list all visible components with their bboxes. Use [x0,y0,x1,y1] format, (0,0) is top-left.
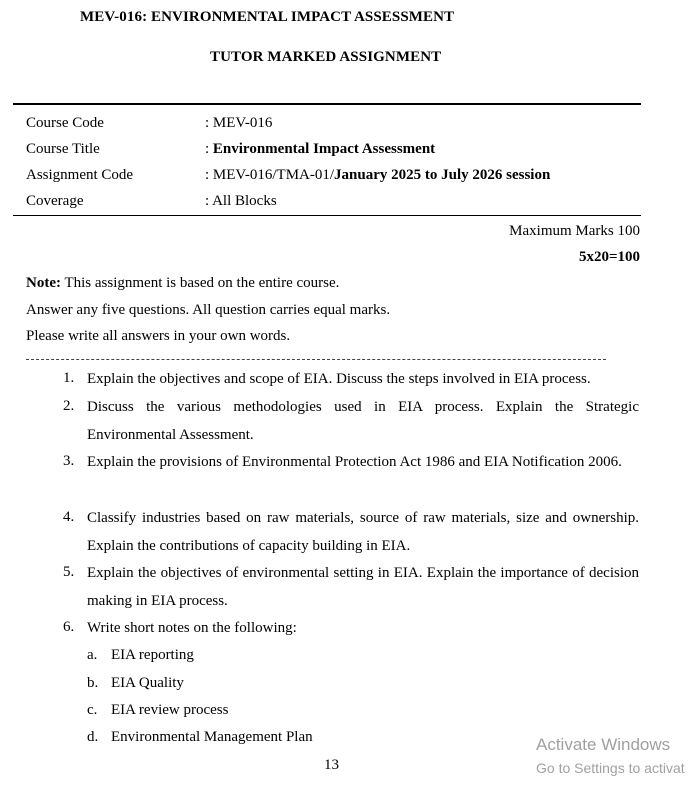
sub-item-text: EIA reporting [111,647,194,663]
instruction-answer-five: Answer any five questions. All question carries equal marks. [26,302,391,318]
question-text: Discuss the various methodologies used in EIA process. Explain the Strategic Environmental Assessment. [87,399,639,443]
assignment-code-value: : MEV-016/TMA-01/January 2025 to July 2026 session [205,167,551,183]
sub-item-letter: d. [87,729,99,745]
marks-scheme: 5x20=100 [578,249,640,265]
coverage-label: Coverage [26,193,84,209]
sub-item-letter: b. [87,675,99,691]
instruction-own-words: Please write all answers in your own words. [26,328,291,344]
question-number: 5. [63,564,75,580]
info-divider [13,215,641,216]
question-number: 3. [63,453,75,469]
question-text: Explain the objectives of environmental setting in EIA. Explain the importance of decision making in EIA process. [87,565,639,609]
question-text: Write short notes on the following: [87,620,297,636]
question-text: Explain the provisions of Environmental Protection Act 1986 and EIA Notification 2006. [87,454,622,470]
course-heading: MEV-016: ENVIRONMENTAL IMPACT ASSESSMENT [80,9,455,25]
course-title-label: Course Title [26,141,100,157]
activate-windows-subtitle: Go to Settings to activat [536,760,685,776]
activate-windows-title: Activate Windows [536,735,671,754]
page-number: 13 [324,757,339,773]
course-code-value: : MEV-016 [205,115,273,131]
document-title: TUTOR MARKED ASSIGNMENT [210,49,442,65]
question-number: 1. [63,370,75,386]
assignment-code-label: Assignment Code [26,167,134,183]
course-code-label: Course Code [26,115,104,131]
maximum-marks: Maximum Marks 100 [509,223,640,239]
dashed-separator [26,359,606,360]
sub-item-text: EIA Quality [111,675,184,691]
note-line: Note: This assignment is based on the entire course. [26,275,340,291]
question-number: 4. [63,509,75,525]
coverage-value: : All Blocks [205,193,277,209]
question-text: Classify industries based on raw materials, source of raw materials, size and ownership. Explain the contributions of capacity building in EIA. [87,510,639,554]
course-title-value: : Environmental Impact Assessment [205,141,436,157]
question-number: 6. [63,619,75,635]
sub-item-letter: c. [87,702,98,718]
sub-item-letter: a. [87,647,98,663]
question-text: Explain the objectives and scope of EIA. Discuss the steps involved in EIA process. [87,371,591,387]
question-number: 2. [63,398,75,414]
sub-item-text: Environmental Management Plan [111,729,313,745]
sub-item-text: EIA review process [111,702,229,718]
header-divider [13,103,641,105]
